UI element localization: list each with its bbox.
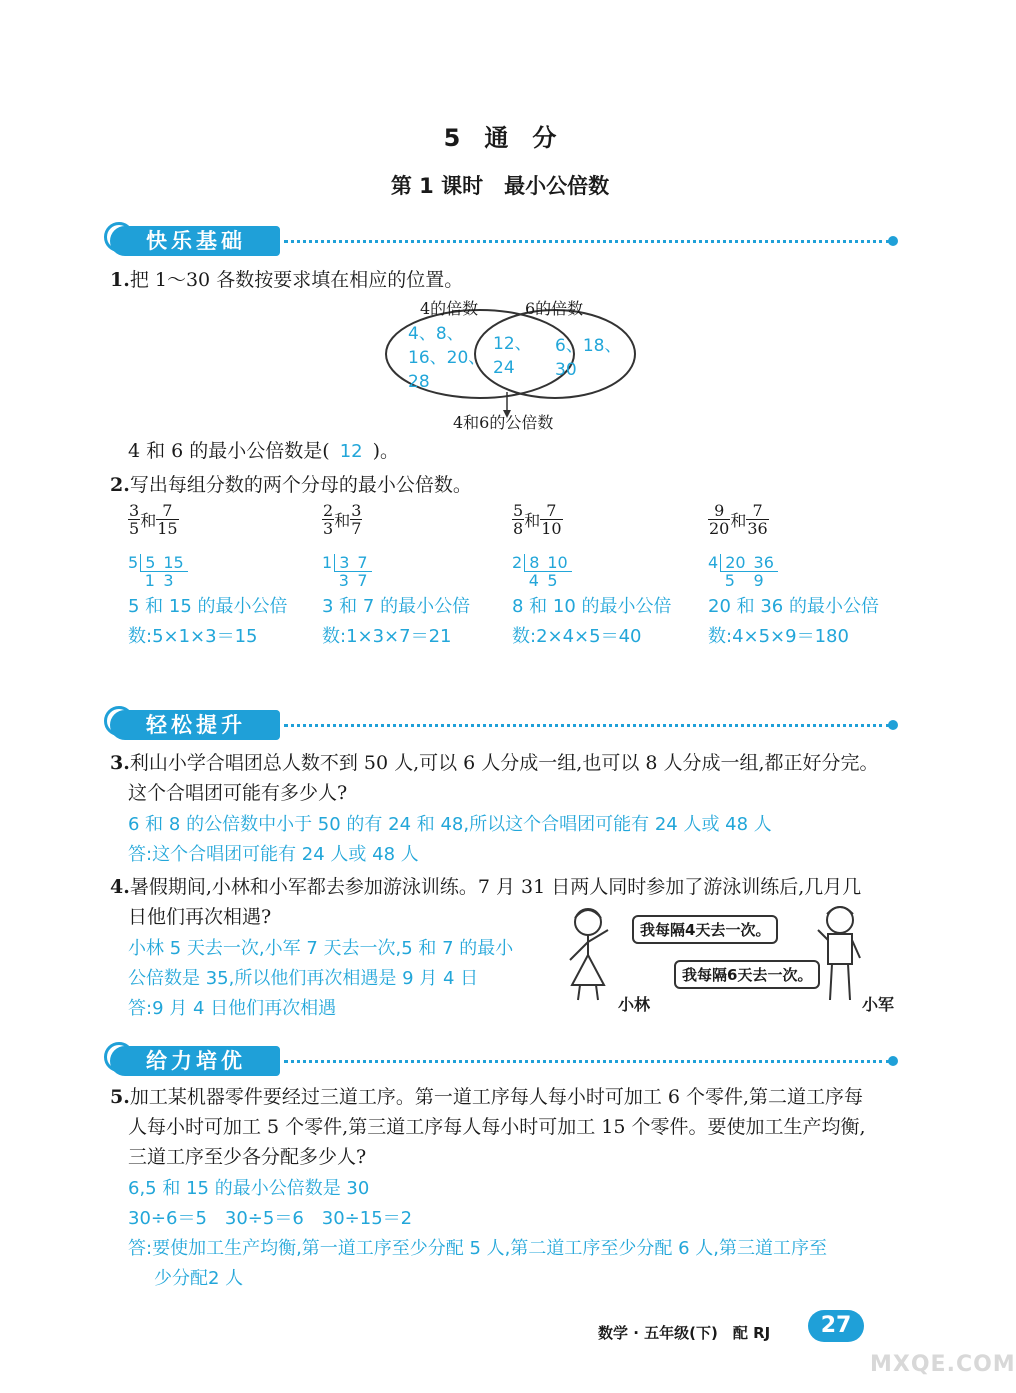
venn-label-common: 4和6的公倍数 [453,413,554,432]
section-label: 轻松提升 [110,710,280,740]
question-5: 5.加工某机器零件要经过三道工序。第一道工序每人每小时可加工 6 个零件,第二道工序每 人每小时可加工 5 个零件,第三道工序每人每小时可加工 15 个零件。要使加工生产均衡, 三道工序至少各分配多少人? [110,1086,866,1168]
section-banner-improve [104,706,904,746]
lcm-explanation: 20 和 36 的最小公倍 数:4×5×9＝180 [708,596,879,647]
dotted-divider [284,1060,890,1063]
page-number: 27 [808,1310,864,1342]
lcm-explanation: 3 和 7 的最小公倍 数:1×3×7＝21 [322,596,471,647]
fraction-pair: $\frac{9}{20}$ 和 $\frac{7}{36}$ [709,501,768,538]
question-1 [110,265,463,295]
boy-figure [818,907,860,1000]
footer-subject: 数学 · 五年级(下) 配 RJ [598,1324,771,1342]
watermark: MXQE.COM [870,1352,1016,1377]
unit-title: 5 通 分 [443,124,557,152]
speech-bubble-lin: 我每隔4天去一次。 [632,915,778,944]
fraction-b: $\frac{7}{36}$ [747,501,768,538]
question-number: 3. [110,752,130,774]
dot-icon [888,1056,898,1066]
fraction-pair: $\frac{2}{3}$ 和 $\frac{3}{7}$ [323,501,362,538]
fraction-a: $\frac{3}{5}$ [129,501,140,538]
short-division: 1 3 7 3 7 [322,554,372,589]
dot-icon [888,236,898,246]
question-number: 1. [110,269,130,291]
lcm-explanation: 8 和 10 的最小公倍 数:2×4×5＝40 [512,596,672,647]
q5-answer: 6,5 和 15 的最小公倍数是 30 30÷6＝5 30÷5＝6 30÷15＝2 答:要使加工生产均衡,第一道工序至少分配 5 人,第二道工序至少分配 6 人,第三道工序至 少分配2 人 [128,1178,828,1289]
speech-bubble-jun: 我每隔6天去一次。 [674,960,820,989]
question-number: 5. [110,1086,130,1108]
q3-answer: 6 和 8 的公倍数中小于 50 的有 24 和 48,所以这个合唱团可能有 24 人或 48 人 答:这个合唱团可能有 24 人或 48 人 [128,814,772,865]
q1-lcm-answer: 12 [339,441,363,462]
question-4: 4.暑假期间,小林和小军都去参加游泳训练。7 月 31 日两人同时参加了游泳训练后,几月几 日他们再次相遇? [110,876,862,928]
venn-middle-values: 12、 24 [493,334,532,378]
question-2 [110,470,472,500]
q4-answer: 小林 5 天去一次,小军 7 天去一次,5 和 7 的最小 公倍数是 35,所以他们再次相遇是 9 月 4 日 答:9 月 4 日他们再次相遇 [128,938,514,1019]
dot-icon [888,720,898,730]
fraction-pair: $\frac{3}{5}$ 和 $\frac{7}{15}$ [129,501,178,538]
venn-right-values: 6、18、 30 [555,336,622,380]
question-number: 4. [110,876,130,898]
girl-figure [570,909,608,1000]
fraction-b: $\frac{7}{15}$ [157,501,178,538]
question-3: 3.利山小学合唱团总人数不到 50 人,可以 6 人分成一组,也可以 8 人分成一组,都正好分完。 这个合唱团可能有多少人? [110,752,879,804]
section-label: 给力培优 [110,1046,280,1076]
fraction-a: $\frac{2}{3}$ [323,501,334,538]
section-banner-basic [104,222,904,262]
lcm-explanation: 5 和 15 的最小公倍 数:5×1×3＝15 [128,596,288,647]
name-jun: 小军 [862,995,895,1014]
lesson-title: 第 1 课时 最小公倍数 [390,174,610,198]
venn-label-4: 4的倍数 [420,299,479,318]
venn-left-values: 4、8、 16、20、 28 [408,324,486,392]
venn-label-6: 6的倍数 [525,299,584,318]
dotted-divider [284,724,890,727]
name-lin: 小林 [618,995,651,1014]
short-division: 4 20 36 5 9 [708,554,778,589]
fraction-pair: $\frac{5}{8}$ 和 $\frac{7}{10}$ [513,501,562,538]
question-number: 2. [110,474,130,496]
dotted-divider [284,240,890,243]
fraction-a: $\frac{9}{20}$ [709,501,730,538]
fraction-b: $\frac{7}{10}$ [541,501,562,538]
q1-lcm-line: 4 和 6 的最小公倍数是( 12 )。 [128,440,400,462]
short-division: 5 5 15 1 3 [128,554,188,589]
short-division: 2 8 10 4 5 [512,554,572,589]
question-text: 把 1～30 各数按要求填在相应的位置。 [129,269,464,291]
fraction-a: $\frac{5}{8}$ [513,501,524,538]
fraction-b: $\frac{3}{7}$ [351,501,362,538]
section-label: 快乐基础 [110,226,280,256]
section-banner-excel [104,1042,904,1082]
question-text: 写出每组分数的两个分母的最小公倍数。 [129,474,472,496]
